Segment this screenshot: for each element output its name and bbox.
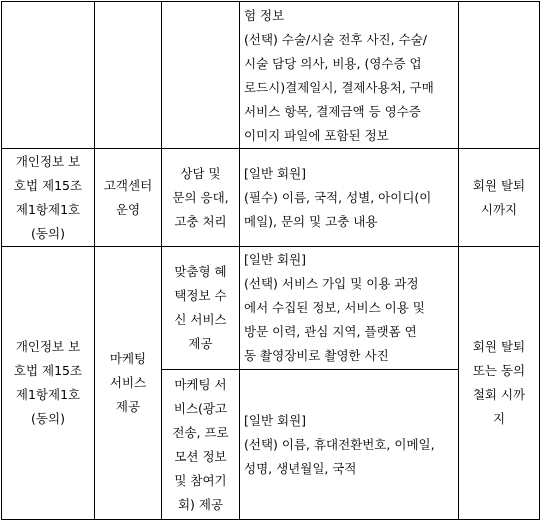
cell-text-line: 제1항제1호	[15, 387, 81, 402]
cell-text-line: 서비스 항목, 결제금액 등 영수증	[244, 104, 421, 119]
cell-text-line: 고충 처리	[174, 213, 227, 229]
cell-text-line: 모션 정보	[174, 448, 227, 464]
cell-text-line: 험 정보	[244, 8, 285, 23]
cell-text-line: 이미지 파일에 포함된 정보	[244, 128, 389, 143]
cell-text-line: [일반 회원]	[244, 252, 307, 267]
cell-text-line: (선택) 수술/시술 전후 사진, 수술/	[244, 32, 427, 47]
table-border-bottom	[1, 519, 540, 520]
collected-items-cell	[240, 247, 458, 369]
cell-text-line: 호법 제15조	[13, 363, 83, 378]
collected-items-cell	[240, 149, 458, 246]
purpose-cell	[162, 370, 239, 519]
service-cell	[95, 149, 161, 246]
cell-text-line: 동 촬영장비로 촬영한 사진	[244, 348, 389, 363]
retention-cell	[459, 247, 539, 519]
cell-text-line: 운영	[115, 201, 141, 217]
collected-items-cell	[240, 2, 458, 148]
cell-text-line: 제1항제1호	[15, 201, 81, 217]
cell-text-line: 시까지	[480, 201, 518, 217]
cell-text-line: 고객센터	[103, 177, 153, 193]
cell-text-line: 전송, 프로	[172, 424, 229, 440]
cell-text-line: 마케팅 서	[174, 376, 227, 392]
cell-text-line: (필수) 이름, 국적, 성별, 아이디(이	[244, 189, 432, 205]
cell-text-line: 제공	[188, 336, 213, 351]
cell-text-line: 회원 탈퇴	[472, 339, 526, 354]
cell-text-line: 로드시)결제일시, 결제사용처, 구매	[244, 80, 434, 95]
cell-text-line: 문의 응대,	[172, 189, 229, 205]
cell-text-line: 에서 수집된 정보, 서비스 이용 및	[244, 300, 425, 315]
cell-text-line: 지	[492, 411, 506, 426]
service-cell	[95, 247, 161, 519]
cell-text-line: 마케팅	[109, 351, 147, 366]
cell-text-line: 맞춤형 혜	[174, 264, 227, 279]
cell-text-line: 개인정보 보	[15, 339, 81, 354]
purpose-cell	[162, 247, 239, 369]
cell-text-line: 비스(광고	[173, 400, 228, 416]
table-border-right	[539, 1, 540, 520]
cell-text-line: 메일), 문의 및 고충 내용	[244, 213, 378, 229]
purpose-cell	[162, 149, 239, 246]
legal-basis-cell	[2, 247, 94, 519]
cell-text-line: 또는 동의	[472, 363, 526, 378]
cell-text-line: (선택) 이름, 휴대전환번호, 이메일,	[244, 436, 435, 452]
cell-text-line: (선택) 서비스 가입 및 이용 과정	[244, 276, 419, 291]
cell-text-line: [일반 회원]	[244, 165, 307, 181]
cell-text-line: 시술 담당 의사, 비용, (영수증 업	[244, 56, 422, 71]
legal-basis-cell	[2, 149, 94, 246]
cell-text-line: 철회 시까	[472, 387, 526, 402]
retention-cell	[459, 149, 539, 246]
cell-text-line: (동의)	[31, 225, 65, 241]
collected-items-cell	[240, 370, 458, 519]
cell-text-line: 서비스	[109, 375, 147, 390]
cell-text-line: 상담 및	[180, 165, 221, 181]
cell-text-line: [일반 회원]	[244, 412, 307, 428]
cell-text-line: 제공	[115, 399, 141, 414]
cell-text-line: 방문 이력, 관심 지역, 플랫폼 연	[244, 324, 417, 339]
cell-text-line: 택정보 수	[174, 288, 227, 303]
cell-text-line: 및 참여기	[174, 472, 227, 488]
cell-text-line: 회) 제공	[177, 496, 224, 512]
cell-text-line: 성명, 생년월일, 국적	[244, 460, 357, 476]
cell-text-line: 회원 탈퇴	[472, 177, 526, 193]
cell-text-line: 신 서비스	[174, 312, 227, 327]
cell-text-line: 호법 제15조	[13, 177, 83, 193]
cell-text-line: 개인정보 보	[15, 153, 81, 169]
cell-text-line: (동의)	[31, 411, 65, 426]
